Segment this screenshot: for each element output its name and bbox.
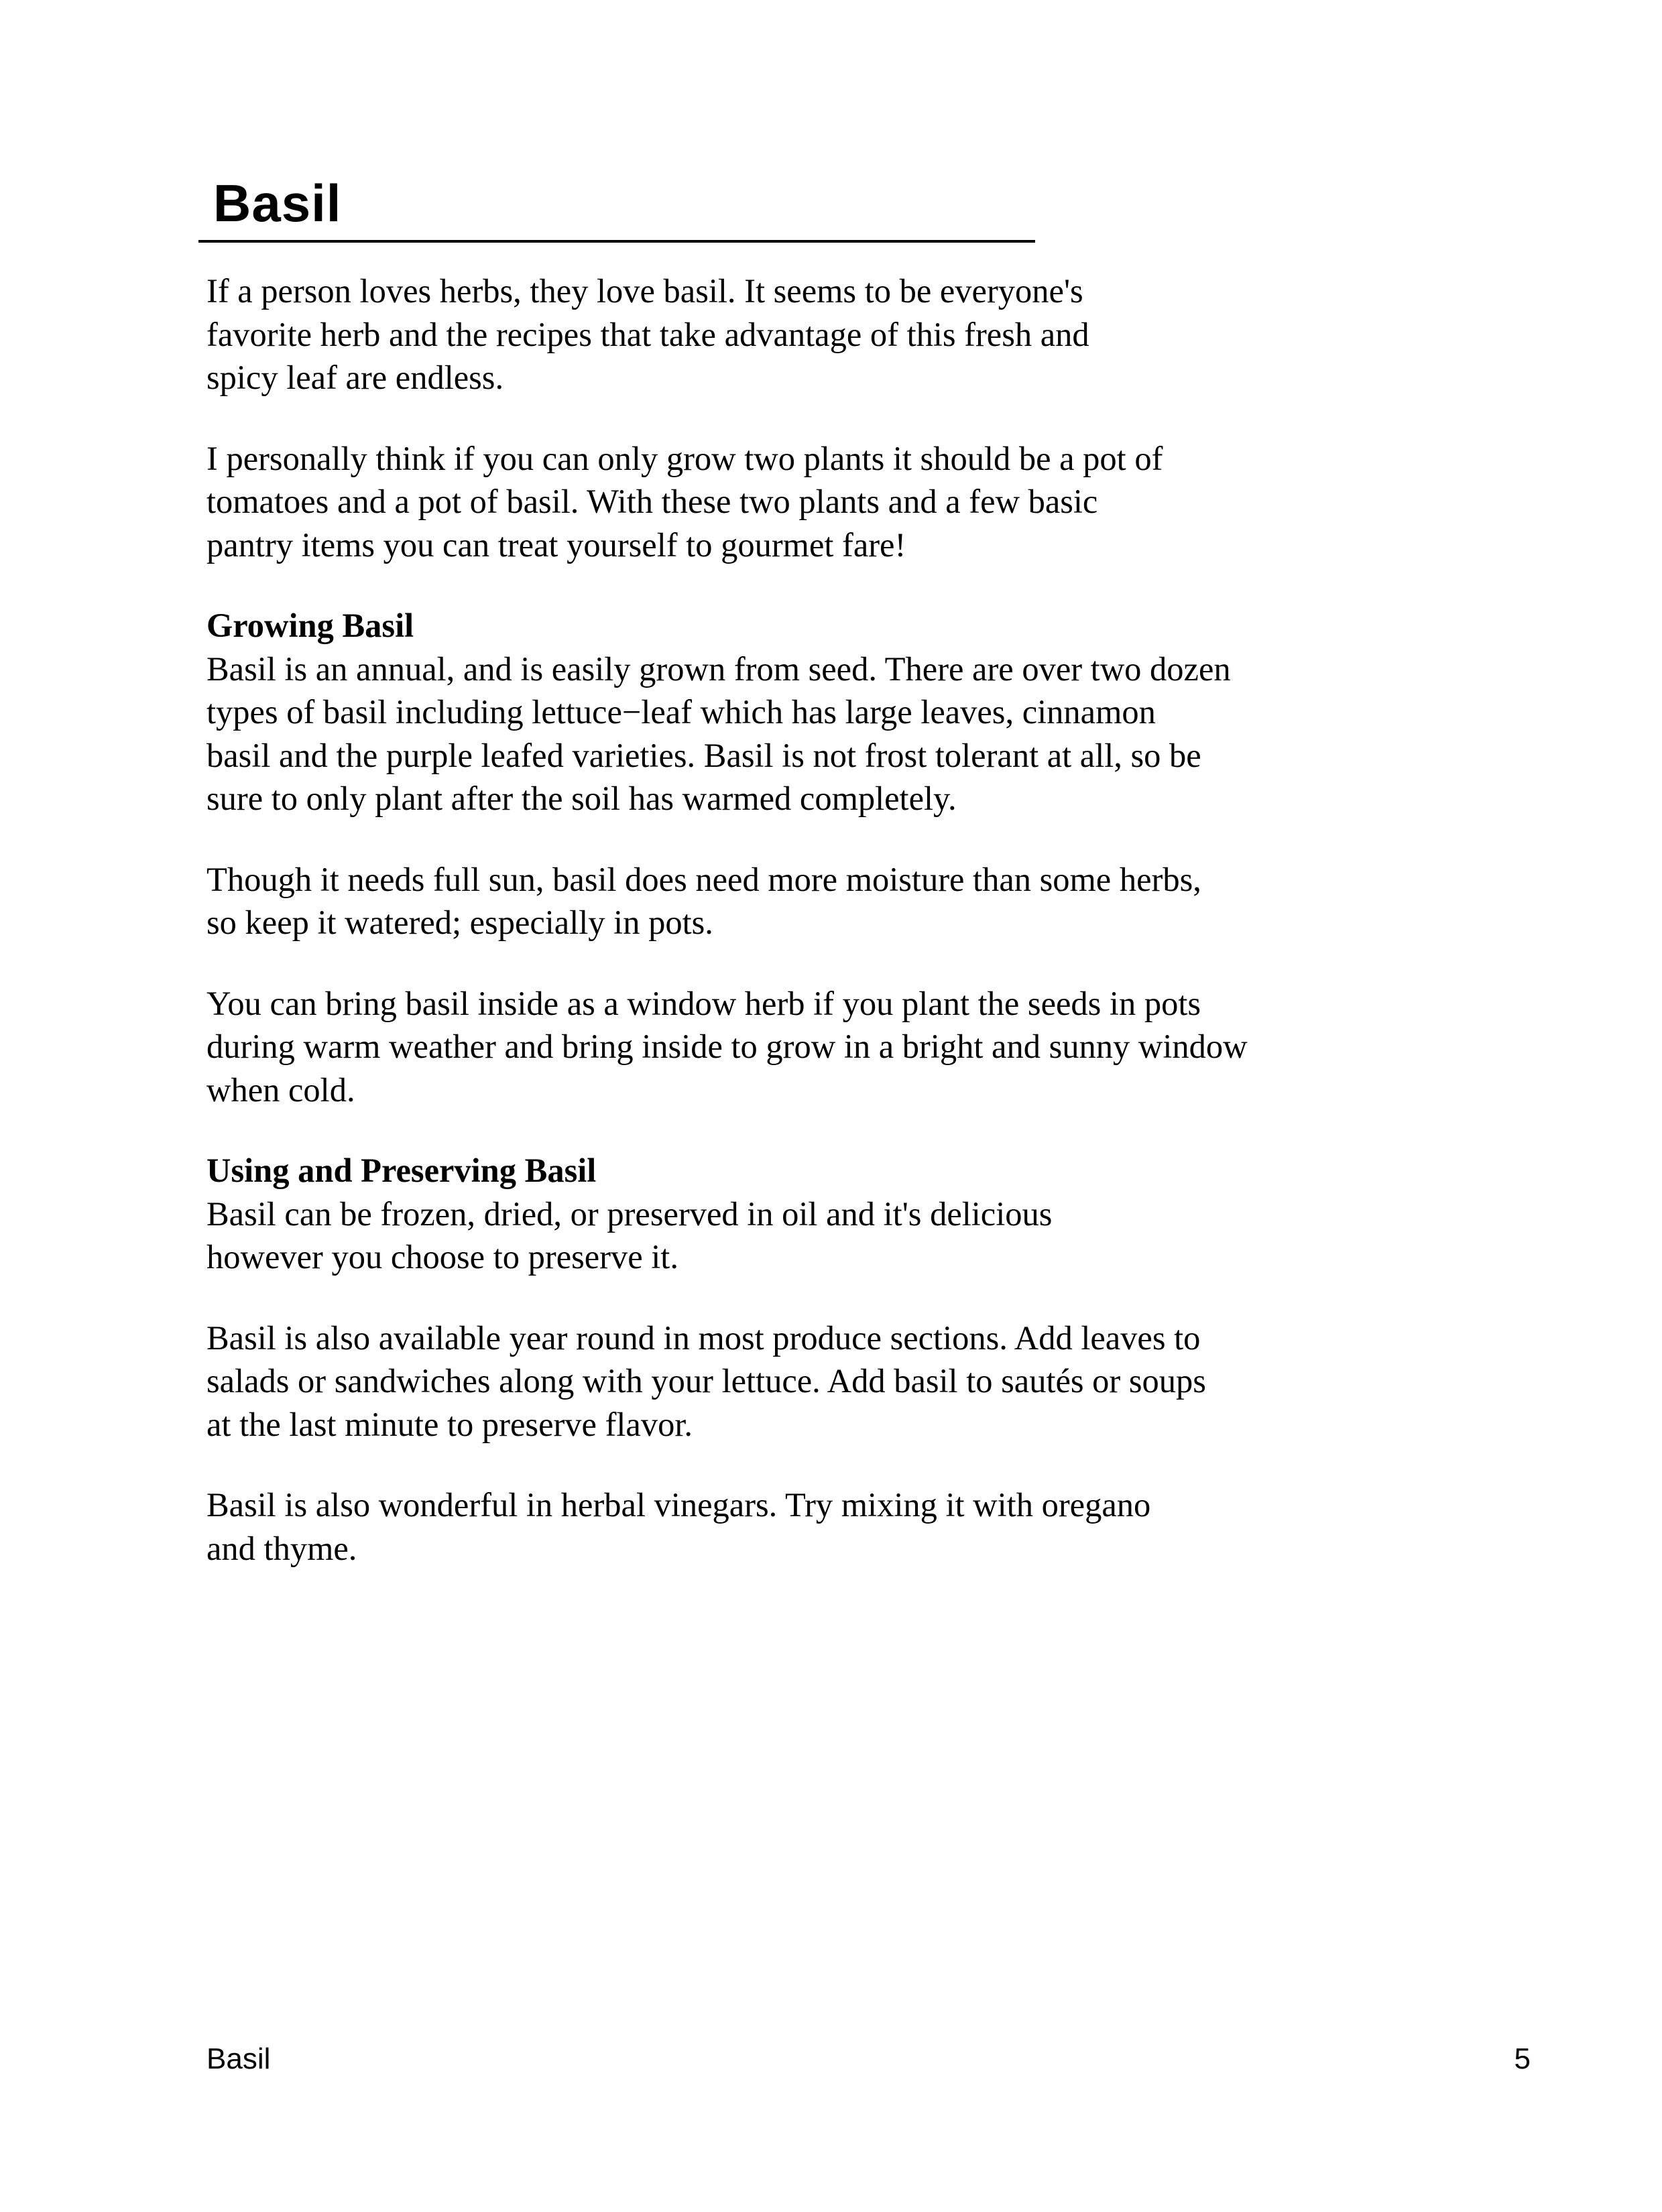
page-title: Basil	[213, 174, 342, 233]
footer-section-name: Basil	[206, 2042, 271, 2075]
section-paragraph: Basil is also wonderful in herbal vinegars. Try mixing it with oregano and thyme.	[206, 1486, 1151, 1567]
document-body	[206, 269, 1386, 1607]
section-paragraph: Basil can be frozen, dried, or preserved in oil and it's delicious however you choose to preserve it.	[206, 1194, 1053, 1276]
section-heading-using-preserving: Using and Preserving Basil	[206, 1152, 597, 1189]
section-paragraph: Basil is also available year round in most produce sections. Add leaves to salads or sandwiches along with your lettuce. Add basil to sautés or soups at the last minute to preserve flavor.	[206, 1318, 1206, 1443]
title-underline-rule	[198, 240, 1035, 243]
section-paragraph: Basil is an annual, and is easily grown from seed. There are over two dozen types of basil including lettuce−leaf which has large leaves, cinnamon basil and the purple leafed varieties. Basil is not frost tolerant at all, so be sure to only plant after the soil has warmed completely.	[206, 650, 1231, 817]
footer-page-number: 5	[1514, 2042, 1531, 2075]
intro-paragraph: If a person loves herbs, they love basil. It seems to be everyone's favorite herb and the recipes that take advantage of this fresh and spicy leaf are endless.	[206, 272, 1089, 396]
intro-paragraph: I personally think if you can only grow two plants it should be a pot of tomatoes and a pot of basil. With these two plants and a few basic pantry items you can treat yourself to gourmet fare!	[206, 439, 1163, 564]
section-paragraph: Though it needs full sun, basil does need more moisture than some herbs, so keep it watered; especially in pots.	[206, 860, 1201, 941]
section-paragraph: You can bring basil inside as a window herb if you plant the seeds in pots during warm weather and bring inside to grow in a bright and sunny window when cold.	[206, 984, 1248, 1109]
section-heading-growing: Growing Basil	[206, 607, 414, 644]
